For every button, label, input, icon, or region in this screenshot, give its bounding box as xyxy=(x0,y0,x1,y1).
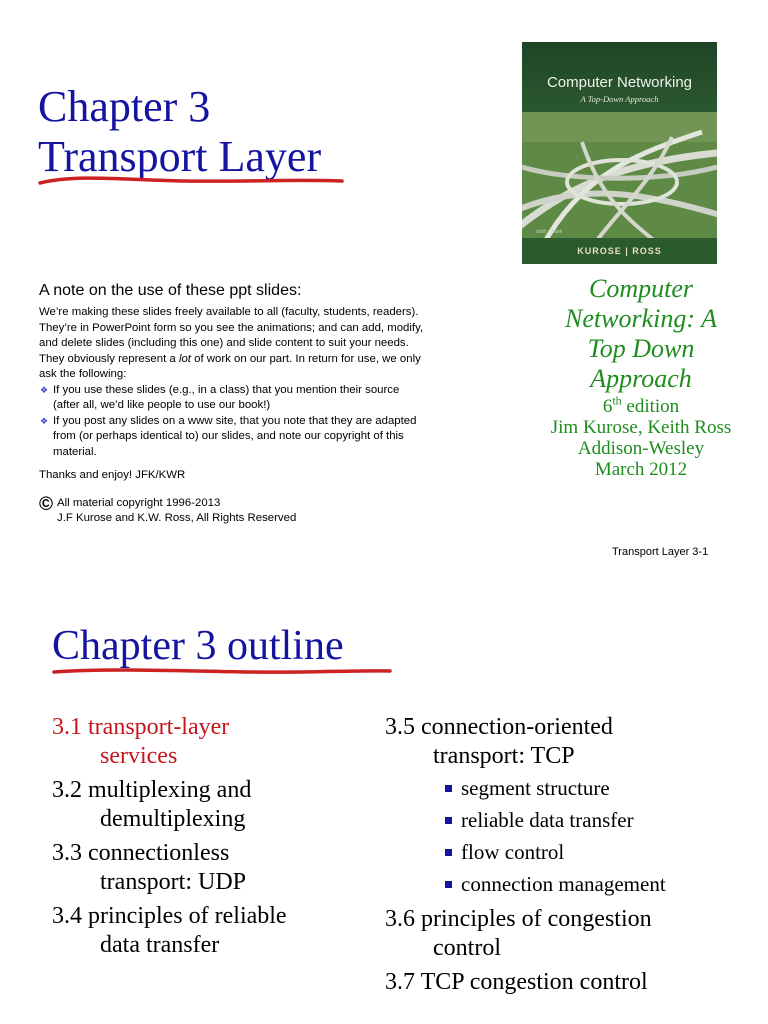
outline-item-3-6[interactable]: 3.6 principles of congestion control xyxy=(385,906,652,961)
title-line-1: Chapter 3 xyxy=(38,82,211,131)
square-bullet-icon xyxy=(445,881,452,888)
outline-subitem[interactable]: flow control xyxy=(385,836,755,868)
note-line: They’re in PowerPoint form so you see the animations; and can add, modify, xyxy=(39,321,424,334)
outline-item-3-2[interactable]: 3.2 multiplexing and demultiplexing xyxy=(52,777,252,832)
outline-item-3-1[interactable]: 3.1 transport-layer services xyxy=(52,714,230,769)
cover-subtitle: A Top-Down Approach xyxy=(580,94,659,104)
note-body xyxy=(39,305,509,460)
slide-number: Transport Layer 3-1 xyxy=(612,546,709,558)
outline-right-column xyxy=(385,713,755,1002)
outline-subitem[interactable]: reliable data transfer xyxy=(385,804,755,836)
note-line: ask the following: xyxy=(39,368,127,380)
square-bullet-icon xyxy=(445,785,452,792)
book-title xyxy=(528,274,754,394)
cover-edition: sixth edition xyxy=(536,229,563,235)
note-bullet: ❖ If you use these slides (e.g., in a class) that you mention their source (after all, we’d like people to use our book!) xyxy=(40,383,400,411)
square-bullet-icon xyxy=(445,817,452,824)
outline-title-underline xyxy=(50,662,395,682)
slide-title xyxy=(38,82,321,182)
outline-item-3-4[interactable]: 3.4 principles of reliable data transfer xyxy=(52,903,287,958)
note-bullets xyxy=(39,383,509,461)
book-cover-image xyxy=(522,42,717,264)
cover-authors: KUROSE | ROSS xyxy=(577,246,662,256)
square-bullet-icon xyxy=(445,849,452,856)
book-title-line: Top Down xyxy=(587,334,695,363)
outline-item-3-5[interactable]: 3.5 connection-oriented transport: TCP xyxy=(385,714,613,769)
outline-left-column xyxy=(52,713,372,965)
note-heading: A note on the use of these ppt slides: xyxy=(39,282,302,299)
diamond-bullet-icon: ❖ xyxy=(40,415,49,426)
copyright xyxy=(39,496,296,525)
diamond-bullet-icon: ❖ xyxy=(40,384,49,395)
title-underline xyxy=(36,170,346,192)
book-edition: 6th edition xyxy=(602,393,680,417)
copyright-line-1: All material copyright 1996-2013 xyxy=(57,497,221,509)
note-bullet: ❖ If you post any slides on a www site, that you note that they are adapted from (or perhaps identical to) our slides, and note our copyright of this material. xyxy=(40,414,417,458)
book-publisher: Addison-Wesley xyxy=(577,438,705,459)
book-date: March 2012 xyxy=(594,459,688,480)
outline-item-3-3[interactable]: 3.3 connectionless transport: UDP xyxy=(52,840,246,895)
book-authors: Jim Kurose, Keith Ross xyxy=(550,417,732,438)
outline-subitem[interactable]: connection management xyxy=(385,868,755,900)
book-title-line: Approach xyxy=(590,364,692,393)
outline-subitem[interactable]: segment structure xyxy=(385,772,755,804)
outline-item-3-7[interactable]: 3.7 TCP congestion control xyxy=(385,969,648,995)
title-line-2: Transport Layer xyxy=(38,132,322,181)
outline-title: Chapter 3 outline xyxy=(52,623,344,669)
outline-sublist xyxy=(385,772,755,900)
copyright-icon: © xyxy=(39,494,53,515)
note-line: We’re making these slides freely available to all (faculty, students, readers). xyxy=(39,306,419,318)
cover-title: Computer Networking xyxy=(546,74,693,91)
note-line: and delete slides (including this one) and slide content to suit your needs. xyxy=(39,337,409,349)
book-info xyxy=(528,393,754,480)
thanks-text: Thanks and enjoy! JFK/KWR xyxy=(39,469,186,481)
book-title-line: Networking: A xyxy=(565,304,717,333)
copyright-line-2: J.F Kurose and K.W. Ross, All Rights Reserved xyxy=(57,511,297,524)
book-title-line: Computer xyxy=(589,274,693,303)
note-line: They obviously represent a lot of work on our part. In return for use, we only xyxy=(39,352,421,365)
